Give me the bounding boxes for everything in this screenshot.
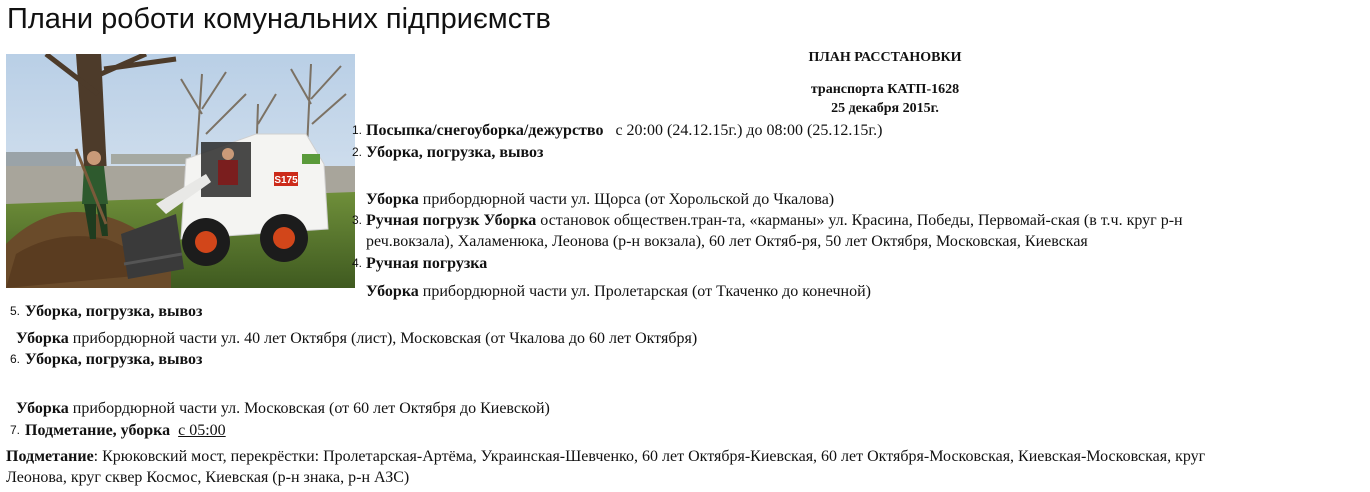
page-title: Плани роботи комунальних підприємств (7, 3, 551, 35)
loader-model-label: S175 (274, 175, 298, 186)
item-3-line-2 (366, 231, 1088, 252)
item-3-number: 3. (352, 213, 363, 227)
item-4-number: 4. (352, 256, 363, 270)
item-2-title: Уборка, погрузка, вывоз (366, 144, 544, 161)
item-3-title: Ручная погрузк Уборка (366, 212, 537, 229)
item-6-detail (16, 398, 550, 419)
item-5-detail-label: Уборка (16, 330, 69, 347)
plan-heading: ПЛАН РАССТАНОВКИ (808, 50, 962, 65)
item-2-number: 2. (352, 145, 363, 159)
plan-subheading: транспорта КАТП-1628 (810, 82, 960, 97)
item-2-detail-label: Уборка (366, 191, 419, 208)
item-6-number: 6. (10, 352, 21, 366)
item-5-number: 5. (10, 304, 21, 318)
photo-illustration (6, 54, 355, 288)
item-4-detail-label: Уборка (366, 283, 419, 300)
item-1 (366, 120, 882, 141)
photo-skid-steer-loader (6, 54, 355, 288)
item-5-detail (16, 328, 697, 349)
sweeping-line-1 (6, 446, 1205, 467)
item-1-number: 1. (352, 123, 363, 137)
item-7-title: Подметание, уборка (25, 422, 171, 439)
item-5-detail-text: прибордюрной части ул. 40 лет Октября (лист), Московская (от Чкалова до 60 лет Октября) (72, 330, 698, 347)
item-7 (25, 420, 226, 441)
item-7-number: 7. (10, 423, 21, 437)
item-5-title: Уборка, погрузка, вывоз (25, 303, 203, 320)
item-6-title: Уборка, погрузка, вывоз (25, 351, 203, 368)
item-1-title: Посыпка/снегоуборка/дежурство (366, 122, 604, 139)
item-3-line-1 (366, 210, 1183, 231)
item-4-title-line (366, 253, 487, 274)
item-3-text-2: реч.вокзала), Халаменюка, Леонова (р-н вокзала), 60 лет Октяб-ря, 50 лет Октября, Московская, Киевская (366, 233, 1088, 250)
item-4-detail (366, 281, 871, 302)
item-5-title-line (25, 301, 202, 322)
item-4-title: Ручная погрузка (366, 255, 488, 272)
sweeping-label: Подметание (6, 448, 94, 465)
item-2-detail (366, 189, 834, 210)
item-7-time: с 05:00 (178, 422, 226, 439)
item-6-detail-label: Уборка (16, 400, 69, 417)
plan-date: 25 декабря 2015г. (831, 101, 939, 116)
sweeping-line-2 (6, 467, 409, 488)
item-3-text-1: остановок обществен.тран-та, «карманы» ул. Красина, Победы, Первомай-ская (в т.ч. круг р-н (540, 212, 1183, 229)
item-6-detail-text: прибордюрной части ул. Московская (от 60 лет Октября до Киевской) (72, 400, 550, 417)
sweeping-text-1: : Крюковский мост, перекрёстки: Пролетарская-Артёма, Украинская-Шевченко, 60 лет Октября-Киевская, 60 лет Октября-Московская, Киевская-Московская, круг (93, 448, 1206, 465)
item-4-detail-text: прибордюрной части ул. Пролетарская (от Ткаченко до конечной) (422, 283, 871, 300)
sweeping-text-2: Леонова, круг сквер Космос, Киевская (р-н знака, р-н АЗС) (6, 469, 410, 486)
item-2-detail-text: прибордюрной части ул. Щорса (от Хорольской до Чкалова) (422, 191, 835, 208)
item-6-title-line (25, 349, 202, 370)
item-1-schedule: с 20:00 (24.12.15г.) до 08:00 (25.12.15г.) (615, 122, 883, 139)
item-2-title-line (366, 142, 543, 163)
